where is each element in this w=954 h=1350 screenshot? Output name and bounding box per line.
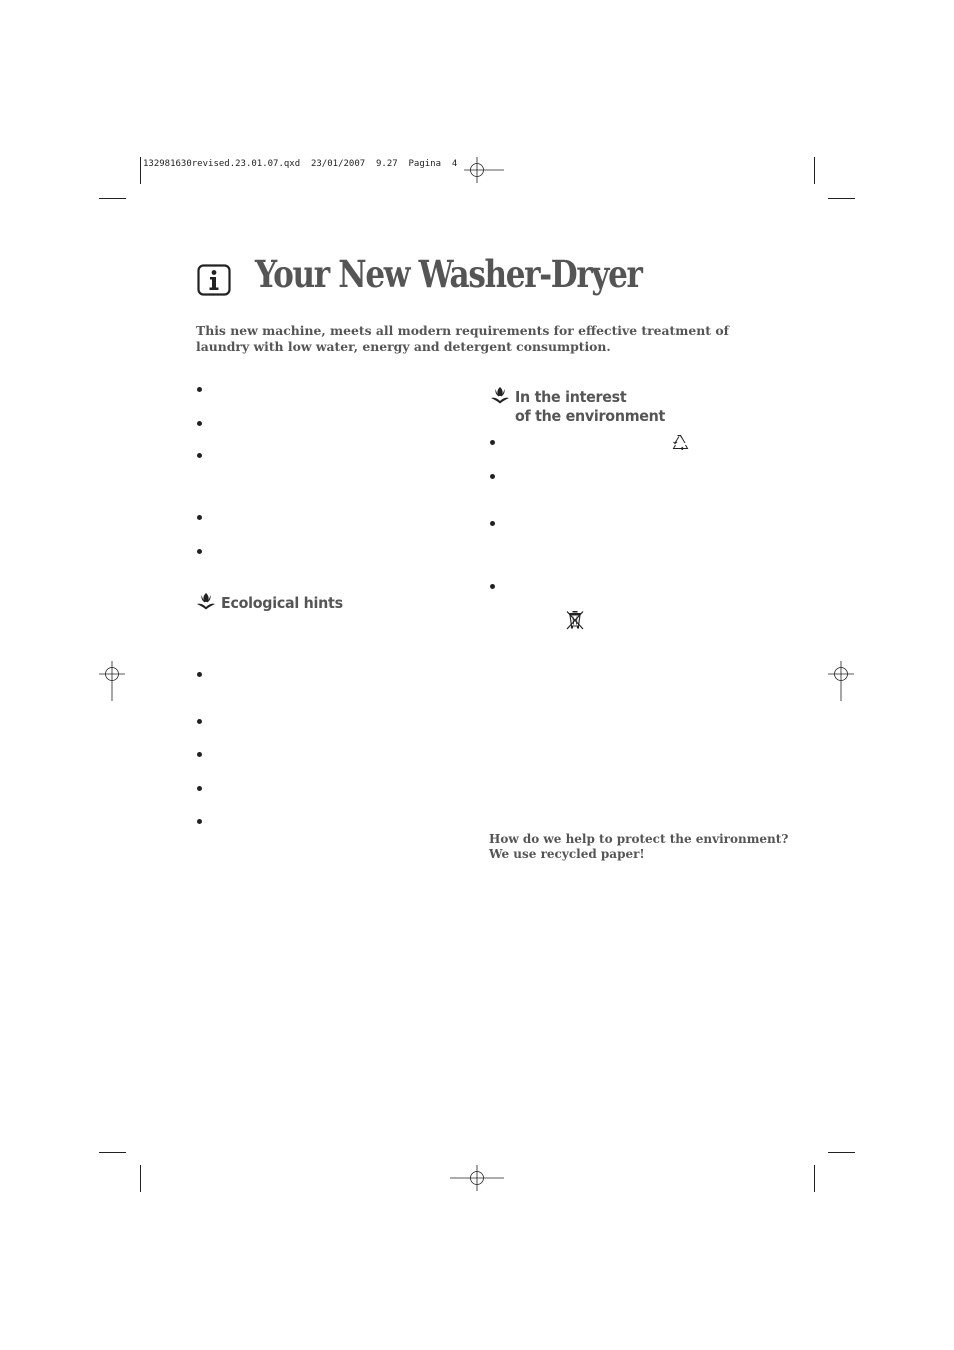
info-icon: [197, 264, 231, 296]
list-item: [197, 453, 202, 458]
crossed-bin-icon: [566, 610, 584, 630]
list-item: [197, 515, 202, 520]
list-item: [197, 819, 202, 824]
list-item: [197, 752, 202, 757]
recycle-icon: [672, 434, 689, 450]
registration-mark-right: [828, 661, 854, 701]
list-item: [197, 549, 202, 554]
recycled-paper-note-line1: How do we help to protect the environment?: [489, 832, 789, 846]
environment-heading-line2: of the environment: [515, 407, 666, 425]
recycled-paper-note-line2: We use recycled paper!: [489, 847, 645, 861]
tulip-icon: [490, 384, 510, 404]
list-item: [490, 440, 495, 445]
list-item: [197, 421, 202, 426]
recycled-paper-note: [489, 832, 788, 862]
registration-mark-left: [99, 661, 125, 701]
list-item: [197, 786, 202, 791]
environment-heading-line1: In the interest: [515, 388, 627, 406]
list-item: [197, 387, 202, 392]
registration-mark-top: [464, 157, 504, 183]
list-item: [490, 584, 495, 589]
list-item: [197, 672, 202, 677]
file-slug: 132981630revised.23.01.07.qxd 23/01/2007 9.27 Pagina 4: [143, 159, 458, 169]
ecological-hints-heading: Ecological hints: [221, 594, 343, 612]
intro-paragraph: This new machine, meets all modern requirements for effective treatment of laundry with low water, energy and detergent consumption.: [196, 323, 729, 354]
tulip-icon: [196, 590, 216, 610]
registration-mark-bottom: [450, 1165, 504, 1191]
list-item: [490, 474, 495, 479]
list-item: [197, 719, 202, 724]
page-title: Your New Washer-Dryer: [255, 252, 642, 296]
list-item: [490, 521, 495, 526]
